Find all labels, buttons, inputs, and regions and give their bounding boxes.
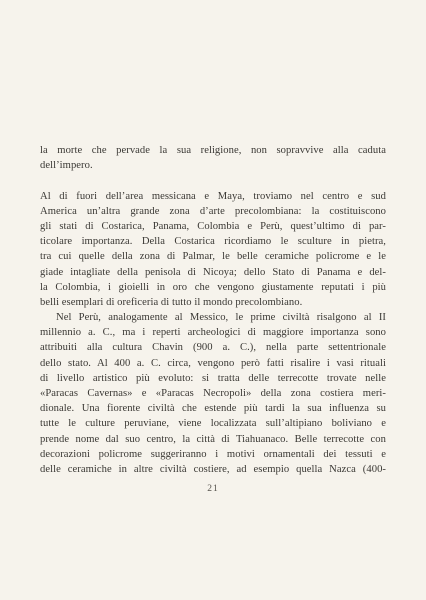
paragraph-gap xyxy=(40,173,386,188)
text-line: la morte che pervade la sua religione, non sopravvive alla caduta xyxy=(40,145,386,156)
text-line: delle ceramiche in altre civiltà costiere, ad esempio quella Nazca (400- xyxy=(40,463,386,475)
text-line: dello stato. Al 400 a. C. circa, vengono però fatti risalire i vasi rituali xyxy=(40,357,386,369)
text-line: dell’impero. xyxy=(40,160,93,172)
text-line: tra cui quelle della zona di Palmar, le belle ceramiche policrome e le xyxy=(40,251,386,263)
text-line: Nel Perù, analogamente al Messico, le prime civiltà risalgono al II xyxy=(56,312,386,324)
text-line: attribuiti alla cultura Chavin (900 a. C.), nella parte settentrionale xyxy=(40,342,386,354)
text-line: gli stati di Costarica, Panama, Colombia e Perù, quest’ultimo di par- xyxy=(40,220,386,232)
page-number: 21 xyxy=(207,484,219,494)
text-line: America un’altra grande zona d’arte precolombiana: la costituiscono xyxy=(40,205,386,217)
text-line: dionale. Una fiorente civiltà che estende più tardi la sua influenza su xyxy=(40,403,386,415)
text-line: decorazioni policrome suggeriranno i motivi ornamentali dei tessuti e xyxy=(40,448,386,460)
text-line: tutte le culture peruviane, viene localizzata sull’altipiano boliviano e xyxy=(40,418,386,430)
text-line: «Paracas Cavernas» e «Paracas Necropoli» della zona costiera meri- xyxy=(40,388,386,399)
text-line: la Colombia, i gioielli in oro che vengono giustamente reputati i più xyxy=(40,281,386,293)
text-line: ticolare importanza. Della Costarica ricordiamo le sculture in pietra, xyxy=(40,236,386,248)
text-line: Al di fuori dell’area messicana e Maya, troviamo nel centro e sud xyxy=(40,190,386,202)
body-text xyxy=(40,143,386,477)
text-line: prende nome dal suo centro, la città di Tiahuanaco. Belle terrecotte con xyxy=(40,433,386,445)
text-line: giade intagliate della penisola di Nicoya; dello Stato di Panama e del- xyxy=(40,266,386,278)
paragraph-2 xyxy=(40,189,386,311)
text-line: di livello artistico più evoluto: si tratta delle terrecotte trovate nelle xyxy=(40,372,386,384)
text-line: belli esemplari di oreficeria di tutto il mondo precolombiano. xyxy=(40,296,303,308)
paragraph-3 xyxy=(40,310,386,477)
text-line: millennio a. C., ma i reperti archeologici di maggiore importanza sono xyxy=(40,327,386,339)
paragraph-1 xyxy=(40,143,386,173)
